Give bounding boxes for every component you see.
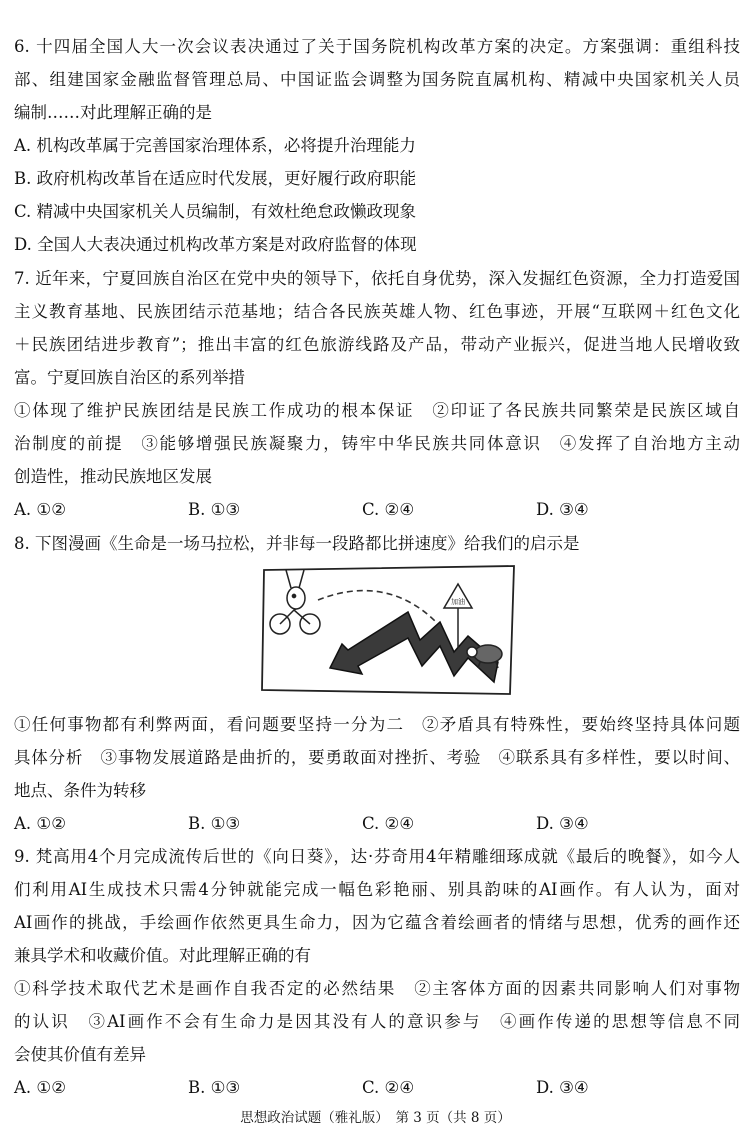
q9-choice-b: B. ①③ [188, 1078, 241, 1097]
q6-stem-line: 编制……对此理解正确的是 [14, 103, 212, 122]
q9-stem-line: 9. 梵高用4个月完成流传后世的《向日葵》，达·芬奇用4年精雕细琢成就《最后的晚餐》，如今人 [14, 847, 740, 866]
q7-stem-line: 主义教育基地、民族团结示范基地；结合各民族英雄人物、红色事迹，开展“互联网＋红色文化 [14, 302, 740, 321]
question-8 [14, 527, 740, 560]
rabbit-cyclist [270, 570, 320, 634]
q7-statement-line: 创造性，推动民族地区发展 [14, 467, 212, 486]
q9-choice-d: D. ③④ [536, 1078, 589, 1097]
q9-stem-line: AI画作的挑战，手绘画作依然更具生命力，因为它蕴含着绘画者的情绪与思想，优秀的画作还 [14, 913, 740, 932]
q7-statement-line: 治制度的前提 ③能够增强民族凝聚力，铸牢中华民族共同体意识 ④发挥了自治地方主动 [14, 434, 740, 453]
q6-stem-line: 部、组建国家金融监督管理总局、中国证监会调整为国务院直属机构、精减中央国家机关人员 [14, 70, 740, 89]
q9-statement-line: ①科学技术取代艺术是画作自我否定的必然结果 ②主客体方面的因素共同影响人们对事物 [14, 979, 740, 998]
q8-choice-a: A. ①② [14, 814, 66, 833]
q8-statement-line: 地点、条件为转移 [14, 781, 146, 800]
q7-choice-c: C. ②④ [362, 500, 415, 519]
q7-choice-a: A. ①② [14, 500, 66, 519]
q8-statement-line: ①任何事物都有利弊两面，看问题要坚持一分为二 ②矛盾具有特殊性，要始终坚持具体问题 [14, 715, 740, 734]
q9-choice-a: A. ①② [14, 1078, 66, 1097]
question-7 [14, 262, 740, 526]
q9-choice-c: C. ②④ [362, 1078, 415, 1097]
q7-choices [14, 493, 740, 526]
q9-statement-line: 的认识 ③AI画作不会有生命力是因其没有人的意识参与 ④画作传递的思想等信息不同 [14, 1012, 740, 1031]
q8-choice-d: D. ③④ [536, 814, 589, 833]
q8-choice-b: B. ①③ [188, 814, 241, 833]
q7-stem-line: ＋民族团结进步教育”；推出丰富的红色旅游线路及产品，带动产业振兴，促进当地人民增收致 [14, 335, 740, 354]
cartoon-drawing [258, 562, 520, 700]
q6-option-a: A. 机构改革属于完善国家治理体系，必将提升治理能力 [14, 136, 416, 155]
q6-option-c: C. 精减中央国家机关人员编制，有效杜绝怠政懒政现象 [14, 202, 417, 221]
q7-stem-line: 富。宁夏回族自治区的系列举措 [14, 368, 245, 387]
dashed-path [318, 591, 436, 622]
q6-option-d: D. 全国人大表决通过机构改革方案是对政府监督的体现 [14, 235, 417, 254]
page-footer: 思想政治试题（雅礼版） 第 3 页（共 8 页） [240, 1110, 511, 1126]
q9-statement-line: 会使其价值有差异 [14, 1045, 146, 1064]
sign-text: 加油 [451, 598, 465, 606]
q7-choice-d: D. ③④ [536, 500, 589, 519]
q6-stem-line: 6. 十四届全国人大一次会议表决通过了关于国务院机构改革方案的决定。方案强调：重组科技 [14, 37, 740, 56]
q9-stem-line: 兼具学术和收藏价值。对此理解正确的有 [14, 946, 311, 965]
question-9 [14, 840, 740, 1104]
q7-choice-b: B. ①③ [188, 500, 241, 519]
q9-stem-line: 们利用AI生成技术只需4分钟就能完成一幅色彩艳丽、别具韵味的AI画作。有人认为，面对 [14, 880, 740, 899]
cartoon-figure [258, 562, 520, 700]
q7-stem-line: 7. 近年来，宁夏回族自治区在党中央的领导下，依托自身优势，深入发掘红色资源，全力打造爱国 [14, 269, 740, 288]
q6-option-b: B. 政府机构改革旨在适应时代发展，更好履行政府职能 [14, 169, 417, 188]
q8-stem-line: 8. 下图漫画《生命是一场马拉松，并非每一段路都比拼速度》给我们的启示是 [14, 534, 580, 553]
q9-choices [14, 1071, 740, 1104]
question-8-statements [14, 708, 740, 840]
q8-statement-line: 具体分析 ③事物发展道路是曲折的，要勇敢面对挫折、考验 ④联系具有多样性，要以时间、 [14, 748, 740, 767]
q8-choices [14, 807, 740, 840]
q8-choice-c: C. ②④ [362, 814, 415, 833]
q7-statement-line: ①体现了维护民族团结是民族工作成功的根本保证 ②印证了各民族共同繁荣是民族区域自 [14, 401, 740, 420]
question-6 [14, 30, 740, 261]
